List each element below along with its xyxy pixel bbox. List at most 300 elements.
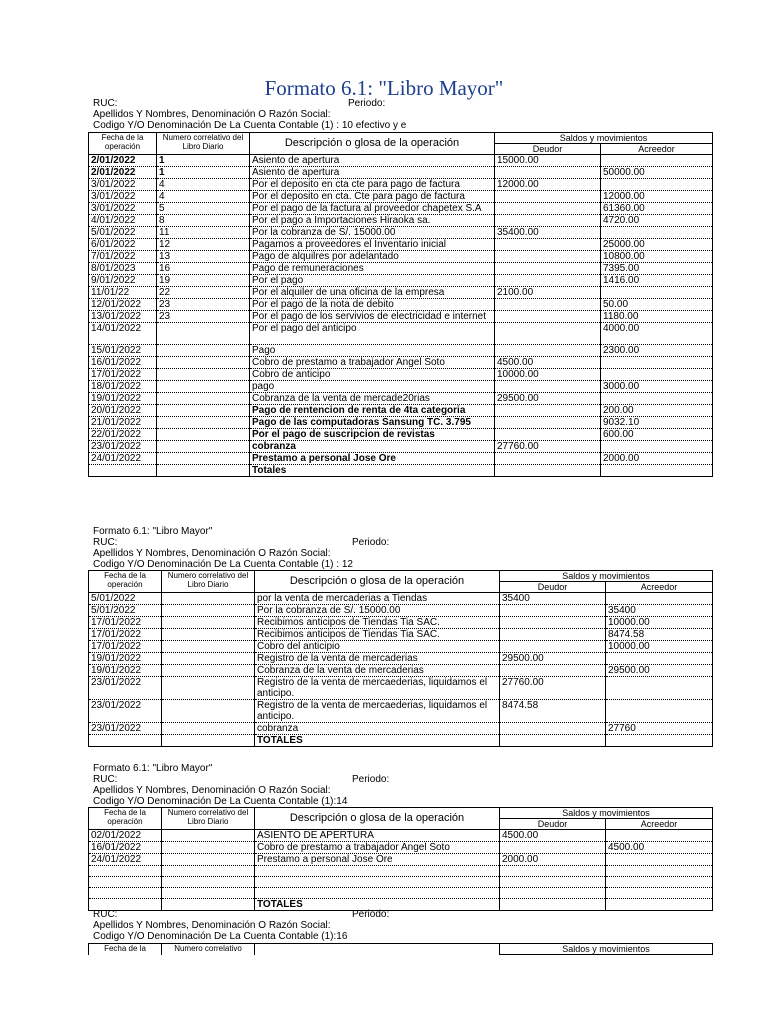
- table-row: [89, 227, 713, 239]
- numero-header: Numero correlativo del Libro Diario: [162, 571, 255, 593]
- row-number: 1: [157, 155, 250, 167]
- cuenta-contable-label: Codigo Y/O Denominación De La Cuenta Contable (1) : 12: [93, 559, 353, 570]
- razon-social-label: Apellidos Y Nombres, Denominación O Razón Social:: [93, 785, 331, 796]
- row-credit: 50.00: [601, 299, 713, 311]
- table-row: [89, 629, 713, 641]
- row-debit: 35400.00: [495, 227, 601, 239]
- table-row: [89, 405, 713, 417]
- row-number: 16: [157, 263, 250, 275]
- section3-header: [93, 763, 713, 807]
- row-date: 17/01/2022: [89, 369, 157, 381]
- table-row: [89, 617, 713, 629]
- row-debit: [500, 866, 606, 877]
- table-row: [89, 191, 713, 203]
- row-credit: [601, 287, 713, 299]
- page-title: Formato 6.1: "Libro Mayor": [264, 76, 504, 100]
- row-date: 7/01/2022: [89, 251, 157, 263]
- table-row: [89, 830, 713, 842]
- row-description: pago: [250, 381, 495, 393]
- row-number: [162, 723, 255, 735]
- row-date: 24/01/2022: [89, 453, 157, 465]
- row-description: Por el pago del anticipo: [250, 323, 495, 345]
- row-debit: [495, 381, 601, 393]
- row-date: 8/01/2023: [89, 263, 157, 275]
- row-number: [162, 877, 255, 888]
- row-date: 3/01/2022: [89, 191, 157, 203]
- periodo-label: Periodo:: [348, 98, 386, 109]
- row-number: [162, 677, 255, 700]
- row-number: 22: [157, 287, 250, 299]
- row-date: 19/01/2022: [89, 393, 157, 405]
- row-number: [157, 369, 250, 381]
- row-credit: [601, 369, 713, 381]
- row-credit: [606, 593, 713, 605]
- row-number: [162, 653, 255, 665]
- row-date: [89, 866, 162, 877]
- row-credit: 4000.00: [601, 323, 713, 345]
- cuenta-contable-label: Codigo Y/O Denominación De La Cuenta Contable (1):14: [93, 796, 348, 807]
- row-description: Por el pago de suscripcion de revistas: [250, 429, 495, 441]
- section1-header: [93, 98, 713, 131]
- row-debit: [500, 842, 606, 854]
- deudor-header: Deudor: [500, 819, 606, 830]
- row-date: 17/01/2022: [89, 629, 162, 641]
- row-number: [162, 605, 255, 617]
- saldos-header: Saldos y movimientos: [500, 944, 713, 955]
- row-date: [89, 877, 162, 888]
- row-description: Por el pago a Importaciones Hiraoka sa.: [250, 215, 495, 227]
- row-description: Pago de alquilres por adelantado: [250, 251, 495, 263]
- section2-header: [93, 526, 713, 570]
- format-label: Formato 6.1: "Libro Mayor": [93, 526, 213, 537]
- acreedor-header: Acreedor: [601, 144, 713, 155]
- row-debit: 35400: [500, 593, 606, 605]
- row-number: 23: [157, 311, 250, 323]
- row-number: [157, 345, 250, 357]
- row-number: [162, 700, 255, 723]
- row-credit: 9032.10: [601, 417, 713, 429]
- row-credit: 10800.00: [601, 251, 713, 263]
- row-date: 11/01/22: [89, 287, 157, 299]
- row-description: Registro de la venta de mercaederias, liquidamos el anticipo.: [255, 677, 500, 700]
- row-number: 13: [157, 251, 250, 263]
- row-date: 21/01/2022: [89, 417, 157, 429]
- row-date: 5/01/2022: [89, 593, 162, 605]
- razon-social-label: Apellidos Y Nombres, Denominación O Razón Social:: [93, 920, 331, 931]
- row-description: Asiento de apertura: [250, 155, 495, 167]
- row-description: [255, 866, 500, 877]
- row-credit: 3000.00: [601, 381, 713, 393]
- table-row: [89, 877, 713, 888]
- row-number: 12: [157, 239, 250, 251]
- table-row: [89, 287, 713, 299]
- row-number: 4: [157, 191, 250, 203]
- row-credit: 35400: [606, 605, 713, 617]
- row-debit: [495, 429, 601, 441]
- row-debit: 29500.00: [500, 653, 606, 665]
- row-description: cobranza: [250, 441, 495, 453]
- row-debit: [500, 665, 606, 677]
- row-number: [157, 453, 250, 465]
- row-date: 5/01/2022: [89, 605, 162, 617]
- row-date: 20/01/2022: [89, 405, 157, 417]
- table-row: [89, 641, 713, 653]
- row-credit: 7395.00: [601, 263, 713, 275]
- fecha-header: Fecha de la: [89, 944, 162, 955]
- row-number: [157, 429, 250, 441]
- row-debit: [495, 345, 601, 357]
- row-description: Cobro de prestamo a trabajador Angel Soto: [255, 842, 500, 854]
- table-row: [89, 393, 713, 405]
- totals-credit: [606, 735, 713, 747]
- table-row: [89, 866, 713, 877]
- fecha-header: Fecha de la operación: [89, 808, 162, 830]
- row-description: Pagamos a proveedores el Inventario inicial: [250, 239, 495, 251]
- row-date: 16/01/2022: [89, 357, 157, 369]
- table-row: [89, 441, 713, 453]
- row-date: 19/01/2022: [89, 653, 162, 665]
- cuenta-contable-label: Codigo Y/O Denominación De La Cuenta Contable (1):16: [93, 931, 348, 942]
- row-number: [162, 665, 255, 677]
- row-debit: [500, 641, 606, 653]
- row-number: [162, 854, 255, 866]
- table-row: [89, 605, 713, 617]
- row-debit: 2100.00: [495, 287, 601, 299]
- row-description: Por el pago de los servivios de electricidad e internet: [250, 311, 495, 323]
- table-row: [89, 888, 713, 899]
- periodo-label: Periodo:: [352, 537, 390, 548]
- format-label: Formato 6.1: "Libro Mayor": [93, 763, 213, 774]
- row-number: 5: [157, 203, 250, 215]
- row-description: Por el pago de la nota de debito: [250, 299, 495, 311]
- totals-debit: [500, 735, 606, 747]
- row-credit: [606, 866, 713, 877]
- row-number: [162, 617, 255, 629]
- row-credit: 4720.00: [601, 215, 713, 227]
- row-credit: [601, 227, 713, 239]
- row-date: 2/01/2022: [89, 167, 157, 179]
- ledger-table-4: [88, 943, 713, 955]
- ruc-label: RUC:: [93, 909, 118, 920]
- row-credit: [606, 830, 713, 842]
- row-number: 11: [157, 227, 250, 239]
- row-debit: [495, 239, 601, 251]
- row-number: [162, 641, 255, 653]
- ledger-table-3: [88, 807, 713, 911]
- totals-label: TOTALES: [255, 899, 500, 911]
- row-description: Por el deposito en cta cte para pago de factura: [250, 179, 495, 191]
- row-date: 23/01/2022: [89, 723, 162, 735]
- row-date: 19/01/2022: [89, 665, 162, 677]
- ruc-label: RUC:: [93, 774, 118, 785]
- numero-header: Numero correlativo: [162, 944, 255, 955]
- numero-header: Numero correlativo del Libro Diario: [157, 133, 250, 155]
- table-row: [89, 323, 713, 345]
- row-date: 24/01/2022: [89, 854, 162, 866]
- totals-empty: [89, 465, 157, 477]
- row-debit: [495, 417, 601, 429]
- acreedor-header: Acreedor: [606, 582, 713, 593]
- row-credit: 1180.00: [601, 311, 713, 323]
- saldos-header: Saldos y movimientos: [500, 808, 713, 819]
- row-credit: 10000.00: [606, 641, 713, 653]
- cuenta-contable-label: Codigo Y/O Denominación De La Cuenta Contable (1) : 10 efectivo y e: [93, 120, 407, 131]
- row-credit: 600.00: [601, 429, 713, 441]
- row-credit: [601, 357, 713, 369]
- row-description: Por el pago de la factura al proveedor chapetex S.A: [250, 203, 495, 215]
- totals-credit: [601, 465, 713, 477]
- row-date: 4/01/2022: [89, 215, 157, 227]
- row-description: Pago de rentencion de renta de 4ta categoria: [250, 405, 495, 417]
- row-date: 23/01/2022: [89, 441, 157, 453]
- row-description: Por la cobranza de S/. 15000.00: [255, 605, 500, 617]
- row-description: Cobro de prestamo a trabajador Angel Soto: [250, 357, 495, 369]
- table-row: [89, 311, 713, 323]
- row-description: Registro de la venta de mercaederias, liquidamos el anticipo.: [255, 700, 500, 723]
- row-debit: [495, 323, 601, 345]
- table-row: [89, 215, 713, 227]
- row-debit: [495, 299, 601, 311]
- row-number: 4: [157, 179, 250, 191]
- row-date: [89, 888, 162, 899]
- table-row: [89, 357, 713, 369]
- row-debit: [495, 251, 601, 263]
- razon-social-label: Apellidos Y Nombres, Denominación O Razón Social:: [93, 548, 331, 559]
- row-credit: 200.00: [601, 405, 713, 417]
- row-description: [255, 888, 500, 899]
- table-row: [89, 369, 713, 381]
- row-date: 3/01/2022: [89, 179, 157, 191]
- row-debit: [495, 453, 601, 465]
- row-date: 23/01/2022: [89, 677, 162, 700]
- row-number: 23: [157, 299, 250, 311]
- row-description: por la venta de mercaderias a Tiendas: [255, 593, 500, 605]
- table-row: [89, 179, 713, 191]
- row-description: Pago: [250, 345, 495, 357]
- row-description: Pago de remuneraciones: [250, 263, 495, 275]
- table-row: [89, 665, 713, 677]
- row-date: 13/01/2022: [89, 311, 157, 323]
- row-debit: [495, 263, 601, 275]
- row-description: Por el deposito en cta. Cte para pago de factura: [250, 191, 495, 203]
- row-debit: [495, 405, 601, 417]
- table-row: [89, 417, 713, 429]
- row-debit: [500, 877, 606, 888]
- row-debit: [495, 203, 601, 215]
- row-description: ASIENTO DE APERTURA: [255, 830, 500, 842]
- totals-row: [89, 465, 713, 477]
- table-row: [89, 239, 713, 251]
- row-credit: 10000.00: [606, 617, 713, 629]
- row-description: Registro de la venta de mercaderias: [255, 653, 500, 665]
- row-credit: 2000.00: [601, 453, 713, 465]
- row-date: 2/01/2022: [89, 155, 157, 167]
- row-date: 16/01/2022: [89, 842, 162, 854]
- row-debit: [495, 311, 601, 323]
- row-number: [157, 417, 250, 429]
- row-credit: 27760: [606, 723, 713, 735]
- row-number: [162, 593, 255, 605]
- row-debit: 8474.58: [500, 700, 606, 723]
- table-row: [89, 345, 713, 357]
- descripcion-header: Descripción o glosa de la operación: [250, 133, 495, 155]
- row-debit: 4500.00: [495, 357, 601, 369]
- saldos-header: Saldos y movimientos: [500, 571, 713, 582]
- totals-debit: [495, 465, 601, 477]
- row-date: 5/01/2022: [89, 227, 157, 239]
- row-credit: 61360.00: [601, 203, 713, 215]
- periodo-label: Periodo:: [352, 774, 390, 785]
- row-debit: [495, 215, 601, 227]
- table-row: [89, 593, 713, 605]
- row-debit: [500, 629, 606, 641]
- table-row: [89, 677, 713, 700]
- row-number: 19: [157, 275, 250, 287]
- totals-empty: [162, 735, 255, 747]
- row-number: 8: [157, 215, 250, 227]
- row-description: [255, 877, 500, 888]
- row-debit: 27760.00: [500, 677, 606, 700]
- row-description: Cobro de anticipo: [250, 369, 495, 381]
- row-description: Pago de las computadoras Sansung TC. 3.795: [250, 417, 495, 429]
- table-row: [89, 700, 713, 723]
- table-row: [89, 842, 713, 854]
- row-credit: [601, 393, 713, 405]
- table-row: [89, 299, 713, 311]
- row-debit: [495, 275, 601, 287]
- row-debit: 10000.00: [495, 369, 601, 381]
- ledger-table-1: [88, 132, 713, 477]
- row-credit: 1416.00: [601, 275, 713, 287]
- row-credit: [601, 179, 713, 191]
- numero-header: Numero correlativo del Libro Diario: [162, 808, 255, 830]
- row-description: cobranza: [255, 723, 500, 735]
- descripcion-header: Descripción o glosa de la operación: [255, 571, 500, 593]
- totals-label: TOTALES: [255, 735, 500, 747]
- row-number: [157, 323, 250, 345]
- row-credit: [606, 888, 713, 899]
- row-description: Cobranza de la venta de mercade20rias: [250, 393, 495, 405]
- row-debit: [500, 723, 606, 735]
- row-number: [162, 629, 255, 641]
- row-date: 22/01/2022: [89, 429, 157, 441]
- row-number: [162, 866, 255, 877]
- section4-header: [93, 909, 713, 942]
- row-credit: [601, 441, 713, 453]
- totals-row: [89, 735, 713, 747]
- row-description: Por el pago: [250, 275, 495, 287]
- row-debit: 12000.00: [495, 179, 601, 191]
- row-description: Recibimos anticipos de Tiendas Tia SAC.: [255, 629, 500, 641]
- row-credit: 4500.00: [606, 842, 713, 854]
- totals-label: Totales: [250, 465, 495, 477]
- row-number: [162, 842, 255, 854]
- row-debit: 4500.00: [500, 830, 606, 842]
- table-row: [89, 453, 713, 465]
- row-credit: 29500.00: [606, 665, 713, 677]
- row-debit: [495, 167, 601, 179]
- row-credit: 8474.58: [606, 629, 713, 641]
- row-description: Prestamo a personal Jose Ore: [250, 453, 495, 465]
- row-date: 17/01/2022: [89, 641, 162, 653]
- deudor-header: Deudor: [500, 582, 606, 593]
- periodo-label: Periodo:: [352, 909, 390, 920]
- descripcion-header: Descripción o glosa de la operación: [255, 808, 500, 830]
- table-row: [89, 723, 713, 735]
- ruc-label: RUC:: [93, 537, 118, 548]
- ledger-table-2: [88, 570, 713, 747]
- ruc-label: RUC:: [93, 98, 118, 109]
- row-credit: 2300.00: [601, 345, 713, 357]
- row-number: [157, 381, 250, 393]
- row-credit: 12000.00: [601, 191, 713, 203]
- descripcion-header: [255, 944, 500, 955]
- row-credit: [606, 677, 713, 700]
- row-date: 18/01/2022: [89, 381, 157, 393]
- row-debit: 29500.00: [495, 393, 601, 405]
- row-date: 14/01/2022: [89, 323, 157, 345]
- row-date: 12/01/2022: [89, 299, 157, 311]
- razon-social-label: Apellidos Y Nombres, Denominación O Razón Social:: [93, 109, 331, 120]
- row-credit: [606, 653, 713, 665]
- row-debit: [500, 605, 606, 617]
- table-row: [89, 381, 713, 393]
- row-date: 23/01/2022: [89, 700, 162, 723]
- row-credit: [606, 877, 713, 888]
- row-number: [162, 888, 255, 899]
- row-debit: 15000.00: [495, 155, 601, 167]
- row-date: 6/01/2022: [89, 239, 157, 251]
- deudor-header: Deudor: [495, 144, 601, 155]
- table-row: [89, 251, 713, 263]
- table-row: [89, 167, 713, 179]
- acreedor-header: Acreedor: [606, 819, 713, 830]
- row-number: [157, 405, 250, 417]
- row-credit: [606, 700, 713, 723]
- row-date: 15/01/2022: [89, 345, 157, 357]
- row-debit: [495, 191, 601, 203]
- row-date: 9/01/2022: [89, 275, 157, 287]
- row-number: 1: [157, 167, 250, 179]
- table-row: [89, 275, 713, 287]
- row-date: 3/01/2022: [89, 203, 157, 215]
- fecha-header: Fecha de la operación: [89, 133, 157, 155]
- fecha-header: Fecha de la operación: [89, 571, 162, 593]
- row-description: Cobranza de la venta de mercaderias: [255, 665, 500, 677]
- row-date: 02/01/2022: [89, 830, 162, 842]
- row-debit: 2000.00: [500, 854, 606, 866]
- row-description: Por el alquiler de una oficina de la empresa: [250, 287, 495, 299]
- table-row: [89, 203, 713, 215]
- row-description: Recibimos anticipos de Tiendas Tia SAC.: [255, 617, 500, 629]
- table-row: [89, 429, 713, 441]
- table-row: [89, 854, 713, 866]
- row-credit: [601, 155, 713, 167]
- row-credit: [606, 854, 713, 866]
- totals-empty: [157, 465, 250, 477]
- row-number: [157, 357, 250, 369]
- row-description: Prestamo a personal Jose Ore: [255, 854, 500, 866]
- row-debit: [500, 617, 606, 629]
- row-number: [157, 441, 250, 453]
- row-description: Por la cobranza de S/. 15000.00: [250, 227, 495, 239]
- table-row: [89, 263, 713, 275]
- row-number: [157, 393, 250, 405]
- totals-empty: [89, 735, 162, 747]
- row-debit: [500, 888, 606, 899]
- row-date: 17/01/2022: [89, 617, 162, 629]
- row-credit: 25000.00: [601, 239, 713, 251]
